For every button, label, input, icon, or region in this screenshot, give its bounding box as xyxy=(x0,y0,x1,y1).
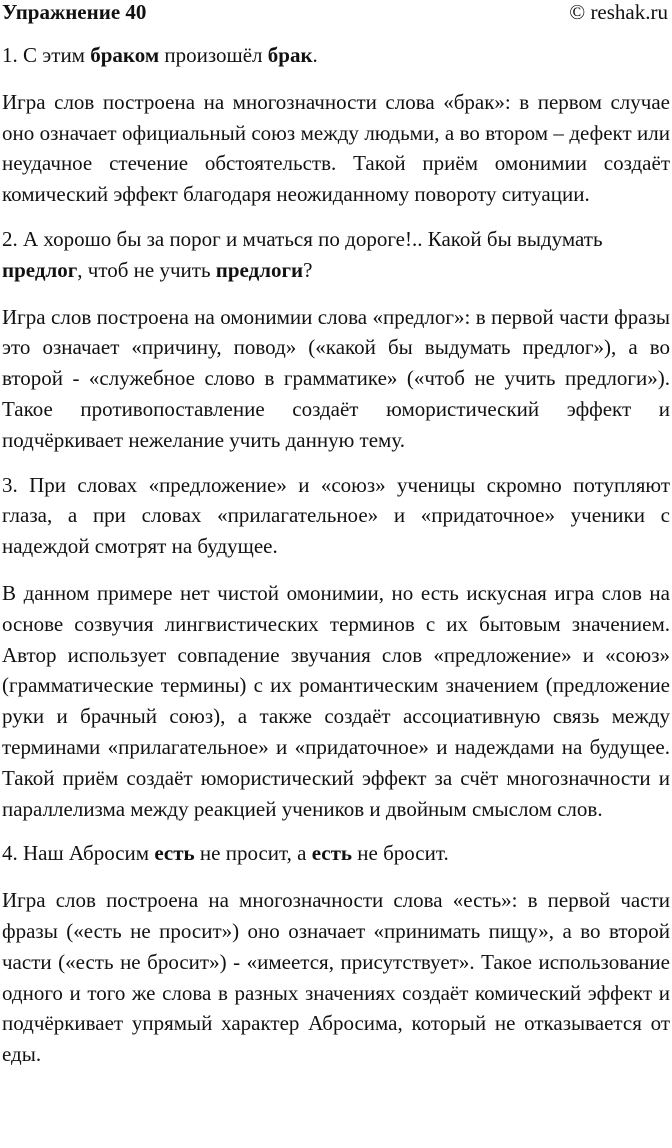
item-3 xyxy=(2,470,670,825)
explanation-1: Игра слов построена на многозначности слова «брак»: в первом случае оно означает официальный союз между людьми, а во втором – дефект или неудачное стечение обстоятельств. Такой приём омонимии создаёт комический эффект благодаря неожиданному повороту ситуации. xyxy=(2,89,670,207)
item-2 xyxy=(2,224,670,456)
highlighted-word: брак xyxy=(267,43,313,67)
highlighted-word: есть xyxy=(311,841,353,866)
page-header xyxy=(2,0,670,26)
example-sentence-3: 3. При словах «предложение» и «союз» ученицы скромно потупляют глаза, а при словах «прилагательное» и «придаточное» ученики с надеждой смотрят на будущее. xyxy=(2,472,670,559)
highlighted-word: браком xyxy=(90,43,160,67)
highlighted-word: есть xyxy=(154,841,195,866)
example-sentence-2: 2. А хорошо бы за порог и мчаться по дороге!.. Какой бы выдумать предлог, чтоб не учить предлоги? xyxy=(2,226,603,282)
explanation-2: Игра слов построена на омонимии слова «предлог»: в первой части фразы это означает «причину, повод» («какой бы выдумать предлог»), а во второй - «служебное слово в грамматике» («чтоб не учить предлоги»). Такое противопоставление создаёт юмористический эффект и подчёркивает нежелание учить данную тему. xyxy=(2,304,670,452)
example-sentence-4: 4. Наш Абросим есть не просит, а есть не бросит. xyxy=(2,841,449,866)
example-sentence-1: 1. С этим браком произошёл брак. xyxy=(2,43,318,67)
item-1 xyxy=(2,40,670,210)
source-label: © reshak.ru xyxy=(569,0,668,24)
explanation-4: Игра слов построена на многозначности слова «есть»: в первой части фразы («есть не просит») оно означает «принимать пищу», а во второй части («есть не бросит») - «имеется, присутствует». Такое использование одного и того же слова в разных значениях создаёт комический эффект и подчёркивает упрямый характер Абросима, который не отказывается от еды. xyxy=(2,888,670,1067)
page-title: Упражнение 40 xyxy=(2,0,147,24)
item-4 xyxy=(2,838,670,1070)
highlighted-word: предлог xyxy=(2,257,78,282)
highlighted-word: предлоги xyxy=(215,257,304,282)
explanation-3: В данном примере нет чистой омонимии, но есть искусная игра слов на основе созвучия лингвистических терминов с их бытовым значением. Автор использует совпадение звучания слов «предложение» и «союз» (грамматические термины) с их романтическим значением (предложение руки и брачный союз), а также создаёт ассоциативную связь между терминами «прилагательное» и «придаточное» и надеждами на будущее. Такой приём создаёт юмористический эффект за счёт многозначности и параллелизма между реакцией учеников и двойным смыслом слов. xyxy=(2,580,670,821)
